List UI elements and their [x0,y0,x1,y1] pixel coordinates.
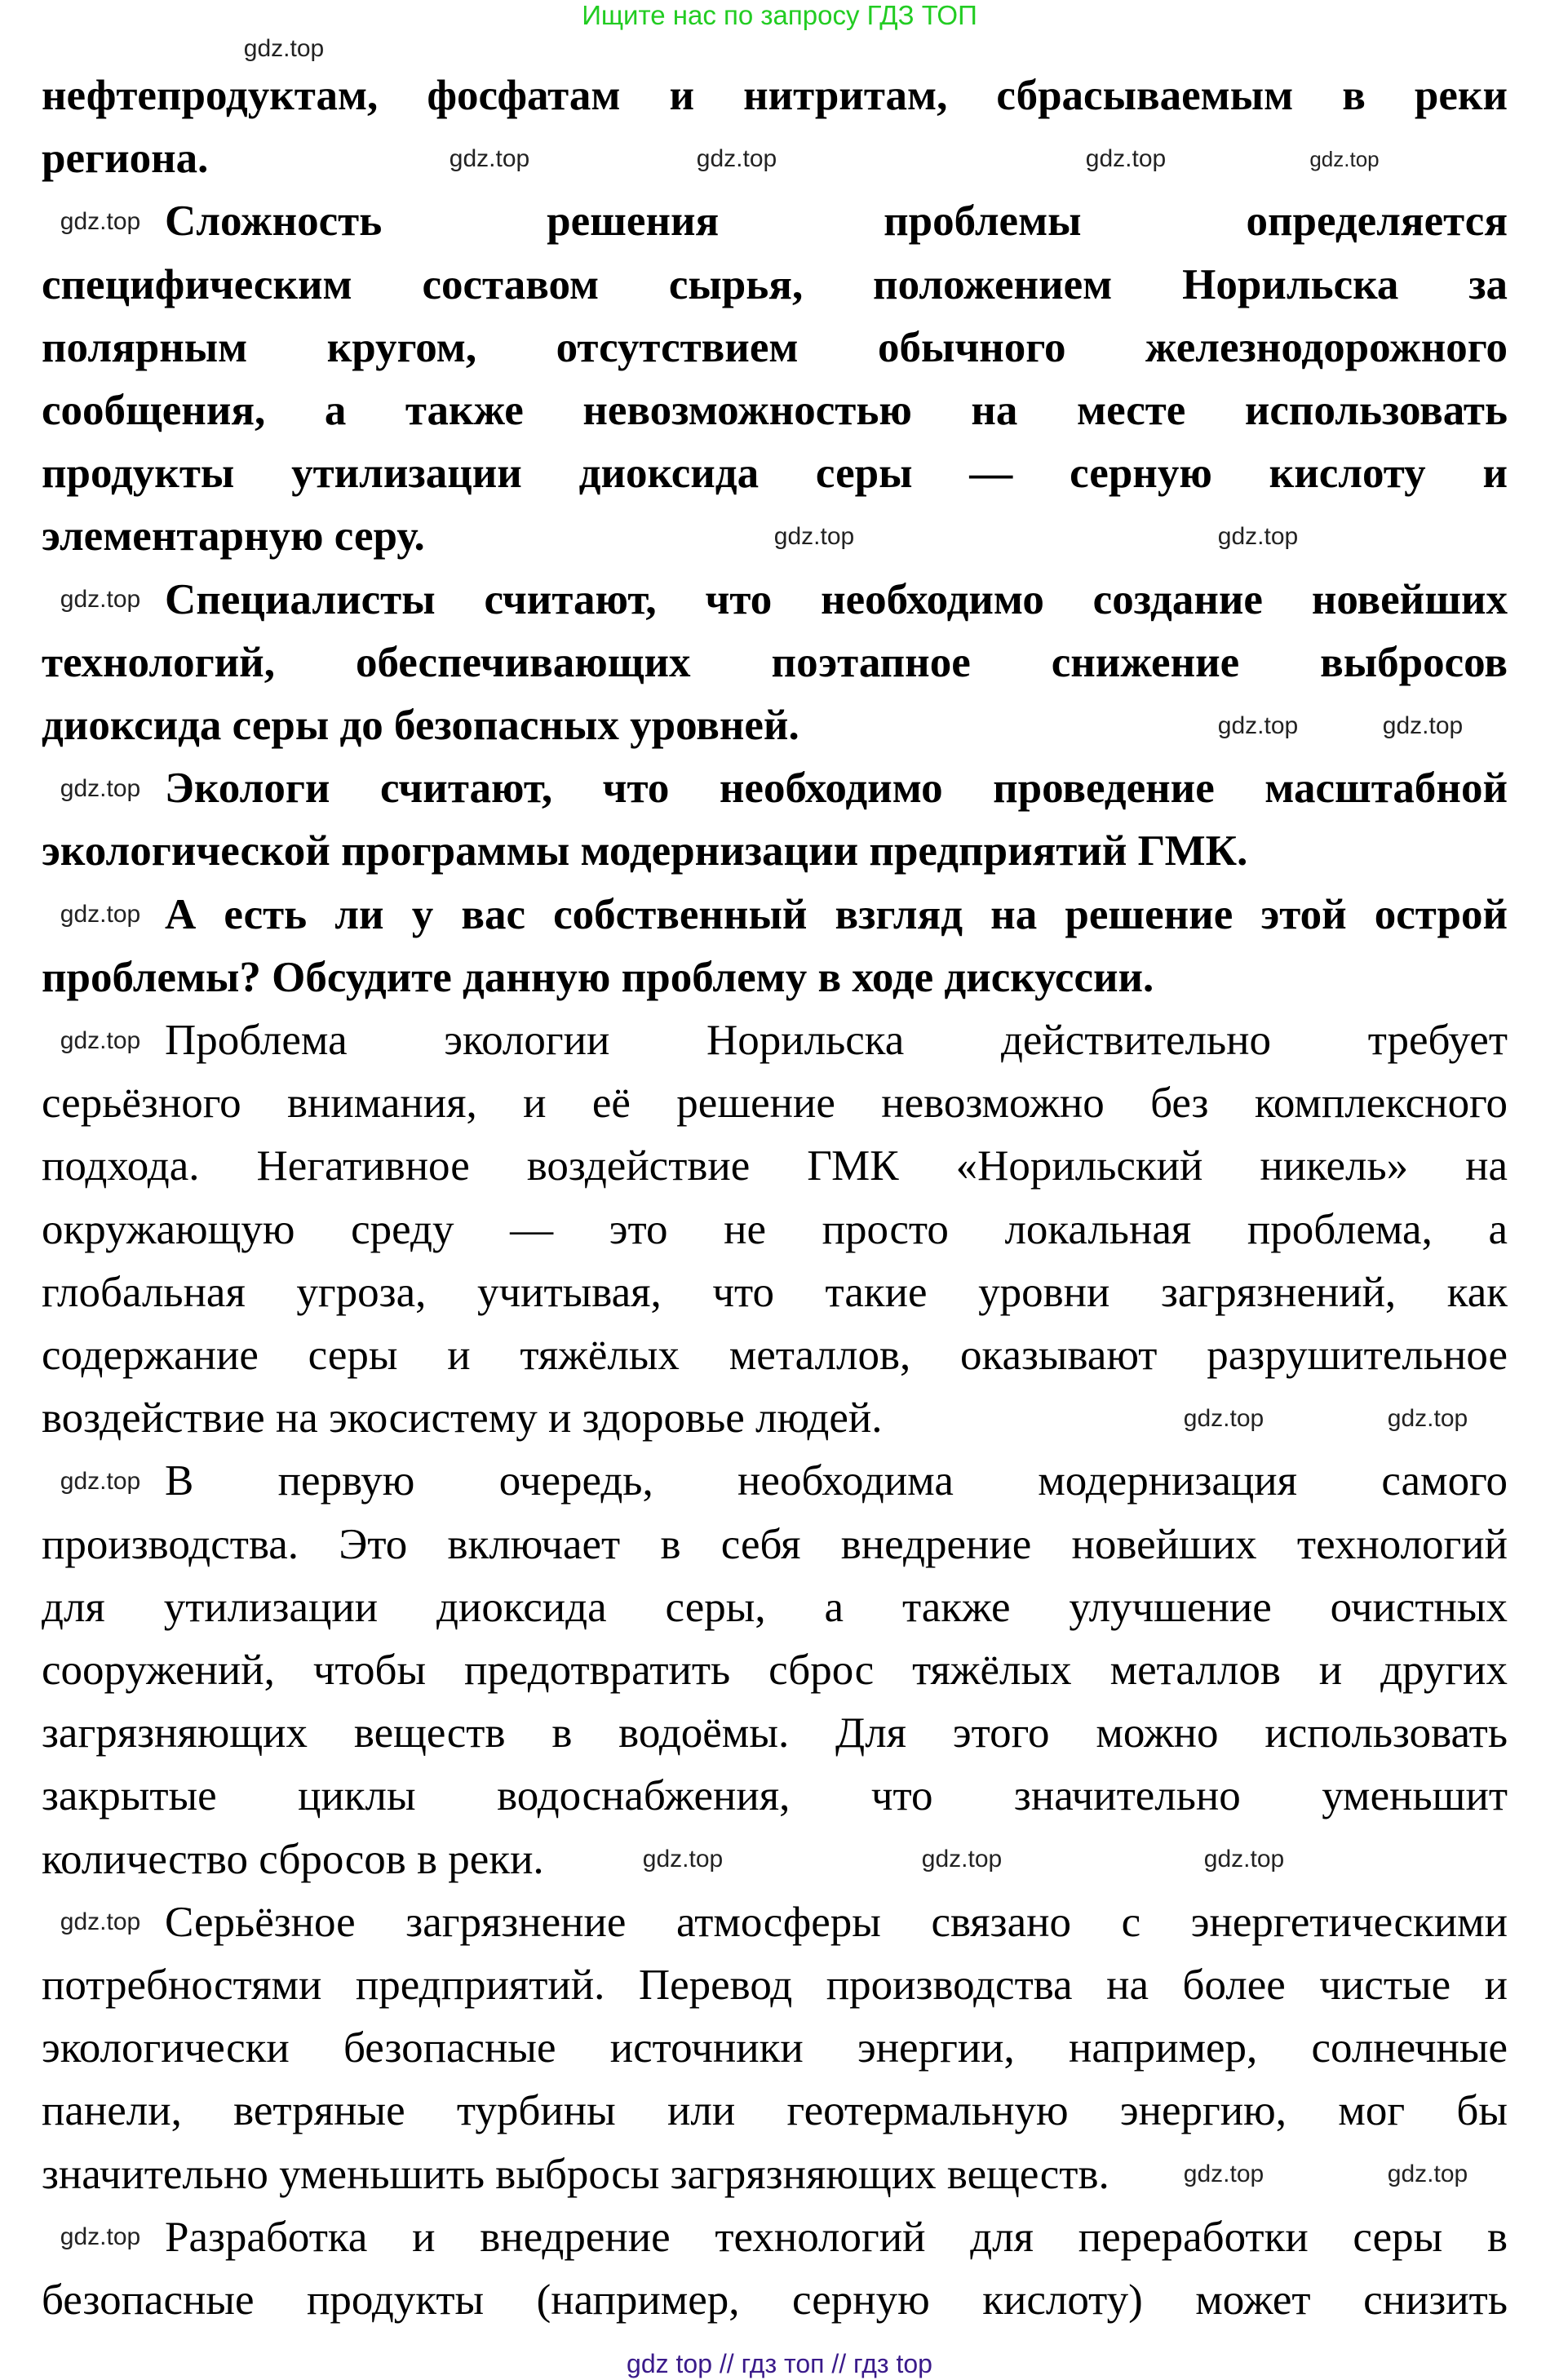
text-line: проблемы? Обсудите данную проблему в ходе дискуссии. [42,953,1154,1001]
text-line: В первую очередь, необходима модернизация самого [165,1457,1508,1505]
watermark-text: gdz.top [60,1468,141,1495]
text-line: панели, ветряные турбины или геотермальную энергию, мог бы [42,2087,1508,2135]
watermark-text: gdz.top [60,208,141,235]
watermark-text: gdz.top [773,523,855,550]
text-line: экологической программы модернизации предприятий ГМК. [42,827,1248,875]
text-line: потребностями предприятий. Перевод производства на более чистые и [42,1961,1508,2009]
watermark-text: gdz.top [1387,2161,1468,2188]
watermark-text: gdz.top [921,1846,1003,1873]
watermark-text: gdz.top [60,774,141,802]
watermark-text: gdz.top [1085,144,1167,172]
watermark-text: gdz.top [1382,711,1464,739]
text-line: Разработка и внедрение технологий для переработки серы в [165,2213,1508,2261]
text-line: загрязняющих веществ в водоёмы. Для этого можно использовать [42,1709,1508,1757]
text-line: закрытые циклы водоснабжения, что значительно уменьшит [42,1772,1508,1820]
text-line: безопасные продукты (например, серную кислоту) может снизить [42,2276,1508,2324]
text-line: воздействие на экосистему и здоровье людей. [42,1394,883,1443]
text-line: значительно уменьшить выбросы загрязняющих веществ. [42,2150,1109,2198]
watermark-text: gdz.top [60,586,141,614]
text-line: сообщения, а также невозможностью на месте использовать [42,387,1508,434]
text-line: Сложность решения проблемы определяется [165,197,1508,246]
text-line: производства. Это включает в себя внедрение новейших технологий [42,1520,1508,1568]
watermark-text: gdz.top [1183,2161,1264,2188]
text-line: нефтепродуктам, фосфатам и нитритам, сбрасываемым в реки [42,72,1508,119]
search-banner: Ищите нас по запросу ГДЗ ТОП [582,0,977,30]
watermark-text: gdz.top [60,2223,141,2251]
text-line: продукты утилизации диоксида серы — серную кислоту и [42,450,1508,498]
watermark-text: gdz.top [1309,146,1380,171]
text-line: подхода. Негативное воздействие ГМК «Норильский никель» на [42,1142,1508,1190]
text-line: для утилизации диоксида серы, а также улучшение очистных [42,1583,1508,1631]
text-line: окружающую среду — это не просто локальная проблема, а [42,1205,1508,1253]
text-line: экологически безопасные источники энергии, например, солнечные [42,2024,1508,2072]
text-line: сооружений, чтобы предотвратить сброс тяжёлых металлов и других [42,1646,1508,1694]
watermark-text: gdz.top [1217,711,1299,739]
watermark-text: gdz.top [1387,1404,1468,1432]
text-line: Проблема экологии Норильска действительно требует [165,1017,1508,1064]
watermark-text: gdz.top [642,1846,724,1873]
text-line: содержание серы и тяжёлых металлов, оказывают разрушительное [42,1332,1508,1379]
text-line: диоксида серы до безопасных уровней. [42,702,799,749]
watermark-text: gdz.top [449,144,530,172]
watermark-text: gdz.top [60,1908,141,1936]
text-line: элементарную серу. [42,512,425,561]
text-line: технологий, обеспечивающих поэтапное снижение выбросов [42,638,1508,686]
text-line: Серьёзное загрязнение атмосферы связано с энергетическими [165,1898,1508,1946]
text-line: серьёзного внимания, и её решение невозможно без комплексного [42,1079,1508,1128]
text-line: Экологи считают, что необходимо проведение масштабной [165,765,1508,813]
watermark-text: gdz.top [243,35,325,62]
watermark-text: gdz.top [1183,1404,1264,1432]
text-line: полярным кругом, отсутствием обычного железнодорожного [42,323,1508,371]
text-line: Специалисты считают, что необходимо создание новейших [165,575,1508,623]
text-line: А есть ли у вас собственный взгляд на решение этой острой [165,890,1508,938]
text-line: глобальная угроза, учитывая, что такие уровни загрязнений, как [42,1268,1508,1316]
watermark-text: gdz.top [60,901,141,929]
text-line: специфическим составом сырья, положением Норильска за [42,260,1508,308]
footer-watermark: gdz top // гдз топ // гдз top [627,2349,932,2378]
watermark-text: gdz.top [1217,523,1299,550]
watermark-text: gdz.top [1203,1846,1285,1873]
watermark-text: gdz.top [696,144,777,172]
text-line: количество сбросов в реки. [42,1835,544,1883]
watermark-text: gdz.top [60,1026,141,1054]
text-line: региона. [42,135,209,183]
